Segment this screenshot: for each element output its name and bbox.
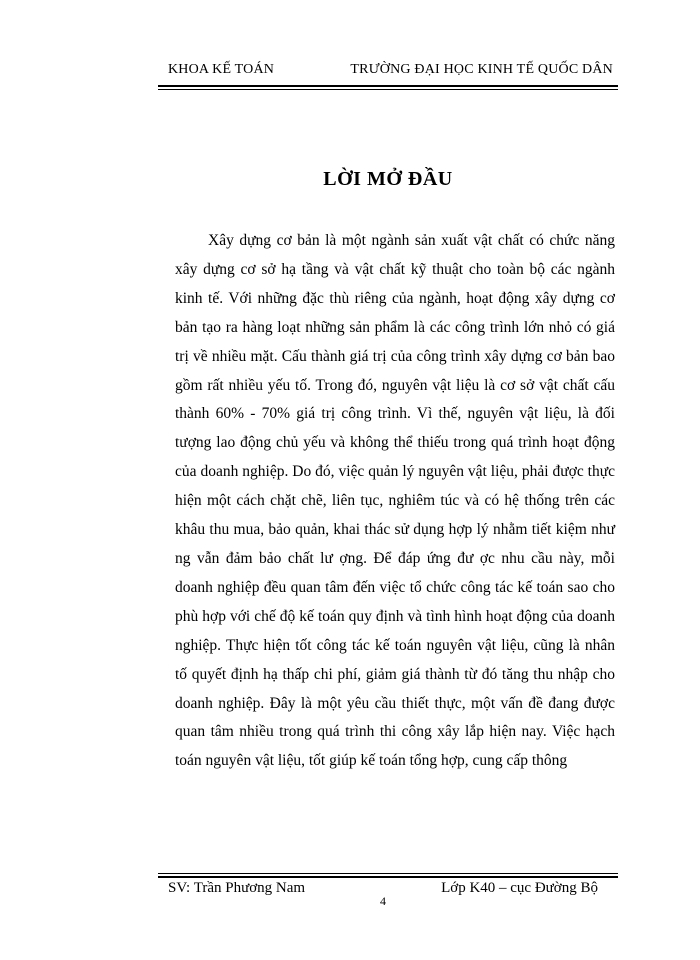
footer-class: Lớp K40 – cục Đường Bộ [441,880,598,896]
header-rule-thick [158,85,618,87]
header-department: KHOA KẾ TOÁN [168,62,275,77]
footer-student: SV: Trần Phương Nam [168,880,306,896]
page-title: LỜI MỞ ĐẦU [323,168,453,190]
page-number: 4 [380,894,386,908]
footer-rule-thick [158,876,618,878]
page-header [158,62,618,84]
body-paragraph: Xây dựng cơ bản là một ngành sản xuất vật chất có chức năng xây dựng cơ sở hạ tầng và vật chất kỹ thuật cho toàn bộ các ngành kinh tế. Với những đặc thù riêng của ngành, hoạt động xây dựng cơ bản tạo ra hàng loạt những sản phẩm là các công trình lớn nhỏ có giá trị về nhiều mặt. Cấu thành giá trị của công trình xây dựng cơ bản bao gồm rất nhiều yếu tố. Trong đó, nguyên vật liệu là cơ sở vật chất cấu thành 60% - 70% giá trị công trình. Vì thế, nguyên vật liệu, là đối tượng lao động chủ yếu và không thể thiếu trong quá trình hoạt động của doanh nghiệp. Do đó, việc quản lý nguyên vật liệu, phải được thực hiện một cách chặt chẽ, liên tục, nghiêm túc và có hệ thống trên các khâu thu mua, bảo quản, khai thác sử dụng hợp lý nhằm tiết kiệm như ng vẫn đảm bảo chất lư ợng. Để đáp ứng đư ợc nhu cầu này, mỗi doanh nghiệp đều quan tâm đến việc tổ chức công tác kế toán sao cho phù hợp với chế độ kế toán quy định và tình hình hoạt động của doanh nghiệp. Thực hiện tốt công tác kế toán nguyên vật liệu, cũng là nhân tố quyết định hạ thấp chi phí, giảm giá thành từ đó tăng thu nhập cho doanh nghiệp. Đây là một yêu cầu thiết thực, một vấn đề đang được quan tâm nhiều trong quá trình thi công xây lắp hiện nay. Việc hạch toán nguyên vật liệu, tốt giúp kế toán tổng hợp, cung cấp thông [175,232,615,770]
header-university: TRƯỜNG ĐẠI HỌC KINH TẾ QUỐC DÂN [350,62,613,77]
footer-rule-thin [158,873,618,874]
header-rule-thin [158,89,618,90]
page-footer [158,880,618,902]
